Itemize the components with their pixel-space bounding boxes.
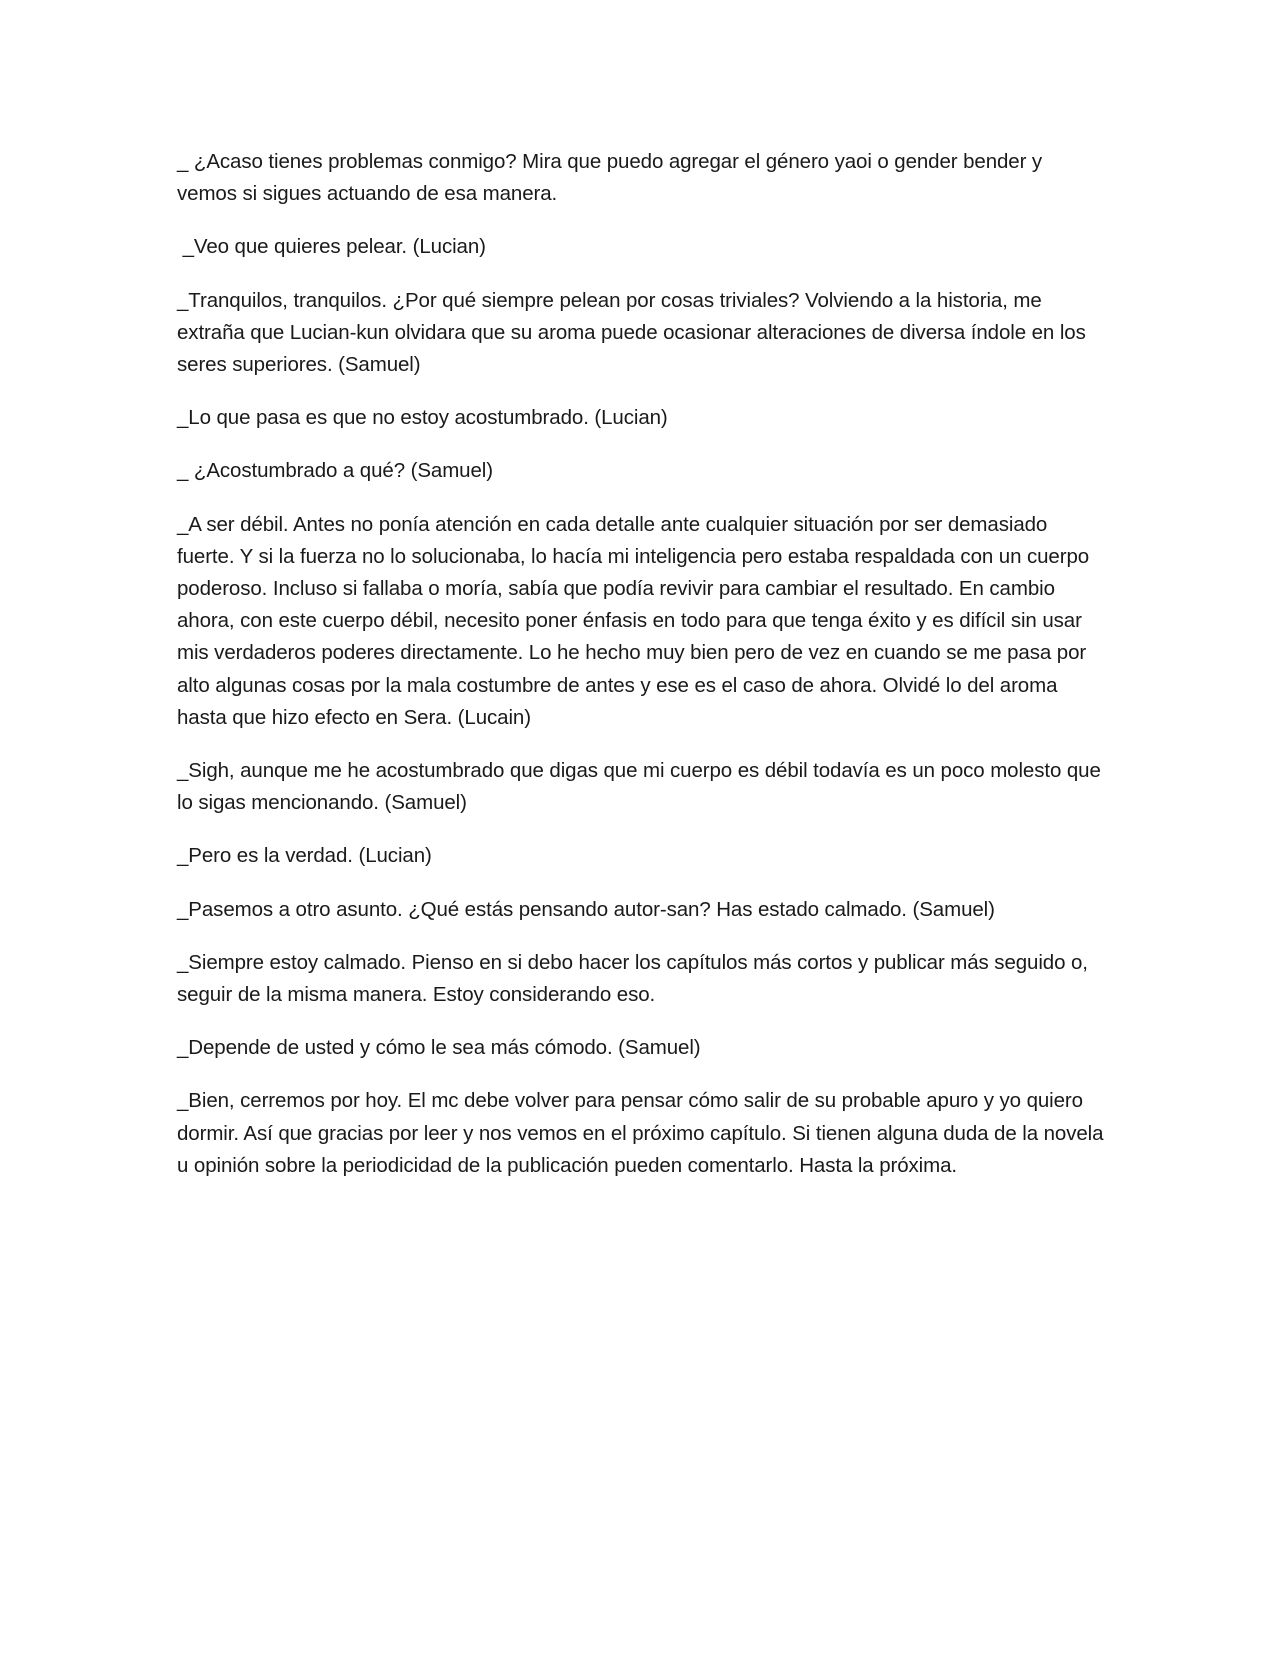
paragraph: _Tranquilos, tranquilos. ¿Por qué siempre pelean por cosas triviales? Volviendo a la historia, me extraña que Lucian-kun olvidara que su aroma puede ocasionar alteraciones de diversa índole en los seres superiores. (Samuel)	[177, 288, 1092, 377]
paragraph: _ ¿Acostumbrado a qué? (Samuel)	[177, 459, 493, 483]
paragraph: _A ser débil. Antes no ponía atención en cada detalle ante cualquier situación por ser demasiado fuerte. Y si la fuerza no lo solucionaba, lo hacía mi inteligencia pero estaba respaldada con un cuerpo poderoso. Incluso si fallaba o moría, sabía que podía revivir para cambiar el resultado. En cambio ahora, con este cuerpo débil, necesito poner énfasis en todo para que tenga éxito y es difícil sin usar mis verdaderos poderes directamente. Lo he hecho muy bien pero de vez en cuando se me pasa por alto algunas cosas por la mala costumbre de antes y ese es el caso de ahora. Olvidé lo del aroma hasta que hizo efecto en Sera. (Lucain)	[177, 512, 1095, 729]
paragraph: _Pero es la verdad. (Lucian)	[177, 844, 432, 868]
paragraph: _Pasemos a otro asunto. ¿Qué estás pensando autor-san? Has estado calmado. (Samuel)	[177, 897, 995, 921]
paragraph: _Lo que pasa es que no estoy acostumbrado. (Lucian)	[177, 406, 668, 430]
paragraph: _Bien, cerremos por hoy. El mc debe volver para pensar cómo salir de su probable apuro y yo quiero dormir. Así que gracias por leer y nos vemos en el próximo capítulo. Si tienen alguna duda de la novela u opinión sobre la periodicidad de la publicación pueden comentarlo. Hasta la próxima.	[177, 1089, 1110, 1177]
paragraph: _Sigh, aunque me he acostumbrado que digas que mi cuerpo es débil todavía es un poco molesto que lo sigas mencionando. (Samuel)	[177, 759, 1107, 815]
paragraph: _ ¿Acaso tienes problemas conmigo? Mira que puedo agregar el género yaoi o gender bender y vemos si sigues actuando de esa manera.	[177, 150, 1048, 206]
paragraph: _Depende de usted y cómo le sea más cómodo. (Samuel)	[177, 1036, 701, 1060]
paragraph: _Siempre estoy calmado. Pienso en si debo hacer los capítulos más cortos y publicar más seguido o, seguir de la misma manera. Estoy considerando eso.	[177, 950, 1094, 1007]
document-page	[177, 146, 1110, 1203]
paragraph: _Veo que quieres pelear. (Lucian)	[177, 235, 486, 259]
